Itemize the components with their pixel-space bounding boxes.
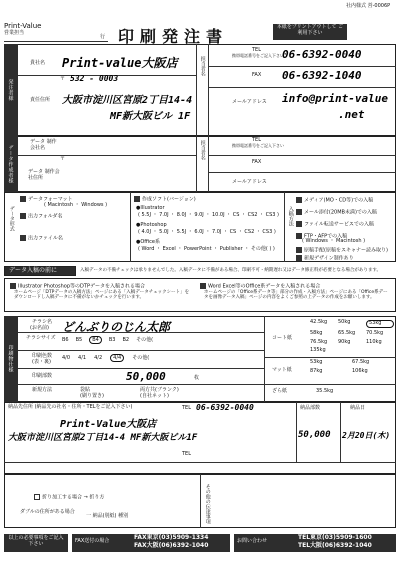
size-option-5[interactable]: その他(: [136, 337, 154, 343]
fold-label: 折り加工する場合 → 折り方: [34, 494, 104, 501]
mat-weight-2[interactable]: 87kg: [310, 367, 323, 374]
format-label: データフォーマット: [20, 196, 73, 203]
thin-label: ざら紙: [272, 388, 288, 394]
size-options[interactable]: [62, 338, 160, 344]
paper-weight-1[interactable]: 50kg: [338, 319, 351, 325]
input-media: メディア(MO・CD等)での入稿: [296, 197, 373, 204]
fax-value[interactable]: 06-6392-1040: [282, 69, 362, 82]
delivery-label: 新規方法: [32, 387, 53, 393]
illustrator-label: ●Illustrator: [136, 205, 165, 211]
ship-address-value[interactable]: 大阪市淀川区宮原2丁目14-4 MF新大阪ビル1F: [8, 433, 198, 443]
app-label: 作成ソフト(バージョン): [134, 196, 196, 203]
tel-value[interactable]: 06-6392-0040: [282, 48, 362, 61]
tel-label: TEL: [252, 47, 261, 53]
sales-office-label: 営業担当: [4, 30, 25, 36]
address-line-1[interactable]: 大阪市淀川区宮原2丁目14-4: [62, 95, 193, 106]
font-folder-label: 出力フォルダ名: [20, 213, 63, 220]
thin-weight[interactable]: 35.5kg: [316, 388, 334, 394]
office-desc: ホームページの「Office系データ等」部分の作成・入稿方法」ページにある「Office系データを画像データ入稿」ページの内容をよくご参照の上データの作成をお願いします。: [204, 290, 388, 301]
mail-value-1[interactable]: info@print-value: [282, 92, 388, 105]
ship-qty-label: 納品部数: [300, 405, 321, 411]
color-note: (表・裏): [32, 359, 51, 365]
notes-label: その他の伝達事項: [204, 484, 211, 524]
footer-fax-box: FAX送付の場合 FAX東京(03)5909-1334 FAX大阪(06)6392-1040: [72, 534, 230, 552]
delivery-option-1[interactable]: (刷り置き): [80, 393, 104, 399]
company-label: Print-Value: [4, 22, 42, 30]
paper-weight-8[interactable]: 110kg: [366, 338, 382, 345]
order-section-label: 印刷物仕様: [4, 316, 18, 402]
ship-qty-value[interactable]: 50,000: [298, 430, 331, 440]
maker-fax-label: FAX: [252, 159, 262, 165]
size-label: チラシサイズ: [26, 335, 56, 341]
maker-address-label: データ 制作会社住所: [28, 169, 60, 181]
color-option-1[interactable]: 4/1: [78, 355, 87, 361]
address-line-2[interactable]: MF新大阪ビル 1F: [110, 111, 191, 122]
maker-tel-note: 携帯電話番号をご記入下さい: [232, 143, 284, 148]
ship-tel2-label: TEL: [182, 451, 191, 457]
paper-weight-6[interactable]: 76.5kg: [310, 338, 328, 345]
office-versions[interactable]: ( Word ・ Excel ・ PowerPoint ・ Publisher ・ その他( ) ): [138, 246, 275, 252]
qty-label: 印刷部数: [32, 373, 53, 379]
paper-weight-7[interactable]: 90kg: [338, 338, 351, 345]
paper-weight-5[interactable]: 70.5kg: [366, 329, 384, 336]
person-name-label: 担当者名: [199, 56, 206, 76]
maker-tel-label: TEL: [252, 137, 261, 143]
ship-option[interactable]: 一 納品(別紙) 種別: [86, 513, 129, 519]
paper-weight-9[interactable]: 135kg: [310, 347, 326, 354]
maker-person-label: 担当者名: [199, 140, 206, 160]
ship-date-label: 納品日: [350, 405, 366, 411]
ship-name-value[interactable]: Print-Value大阪店: [60, 419, 157, 430]
format-values[interactable]: ( Macintosh ・ Windows ): [44, 202, 108, 208]
ship-tel-label: TEL: [182, 405, 191, 411]
ship-date-value[interactable]: 2月20日(木): [342, 431, 391, 440]
notes-banner: データ入稿の前に: [4, 266, 76, 276]
size-option-4[interactable]: B2: [122, 337, 130, 343]
shipping-label: 納品先住所 (納品先の社名・住所・TELをご記入下さい): [8, 404, 133, 410]
maker-mail-label: メールアドレス: [232, 179, 267, 185]
size-option-1[interactable]: B5: [75, 337, 83, 343]
size-option-0[interactable]: B6: [62, 337, 69, 343]
data-maker-section-label: データ作成者様: [4, 136, 18, 192]
form-number: 社内様式 営-0006P: [346, 3, 391, 9]
office-label: ●Office系: [136, 239, 160, 245]
ship-tel-value[interactable]: 06-6392-0040: [196, 403, 254, 412]
paper-weight-3[interactable]: 58kg: [310, 329, 323, 336]
fax-label: FAX: [252, 72, 262, 78]
zip-value[interactable]: 532 - 0003: [70, 74, 119, 83]
qty-unit: 枚: [194, 375, 200, 381]
delivery-option-2[interactable]: (自社ネット): [140, 393, 169, 399]
mat-weight-0[interactable]: 53kg: [310, 359, 323, 365]
company-name-label: 貴社名: [30, 60, 46, 66]
input-file-service: ファイル転送サービスでの入稿: [296, 221, 374, 228]
paper-weight-2[interactable]: 53kg: [366, 320, 394, 328]
pickup-label: 袋貼: [80, 387, 91, 393]
color-option-2[interactable]: 4/2: [94, 355, 103, 361]
address-label: 責任住所: [30, 97, 51, 103]
sales-office-suffix: 行: [100, 34, 106, 40]
ship-label: ダブルの住所がある場合: [20, 509, 75, 515]
input-scan: 原稿手配(原稿をスキャナー読み取り): [296, 247, 388, 254]
maker-zip-prefix: 〒: [60, 156, 66, 162]
paper-weights[interactable]: [310, 320, 394, 354]
illustrator-desc: ホームページ「DTPデータの入稿方法」ページにある「入稿データチェックシート」をダウンロードし入稿データに不備がないかチェックを行います。: [14, 290, 190, 301]
color-option-3[interactable]: 4/4: [110, 354, 124, 362]
company-name-value[interactable]: Print-value大阪店: [62, 56, 178, 70]
mat-weight-1[interactable]: 67.5kg: [352, 359, 370, 365]
color-options[interactable]: [62, 356, 157, 362]
mat-weight-3[interactable]: 106kg: [352, 367, 368, 374]
input-mail: メール添付(20MB未満)での入稿: [296, 209, 377, 216]
print-notice: 本紙をプリントアウトして ご利用下さい: [273, 24, 347, 40]
illustrator-versions[interactable]: ( 5.5J ・ 7.0J ・ 8.0J ・ 9.0J ・ 10.0J ・ CS ・ CS2 ・ CS3 ): [138, 212, 280, 218]
paper-weight-0[interactable]: 42.5kg: [310, 319, 328, 325]
color-label: 印刷色数: [32, 353, 53, 359]
tel-note: 携帯電話番号をご記入下さい: [232, 53, 284, 58]
mail-label: メールアドレス: [232, 99, 267, 105]
maker-name-label: データ 制作会社名: [30, 139, 57, 151]
input-method-label: 入稿方法: [287, 206, 294, 226]
office-note: Word Excel等のOffice系データを入稿される場合: [200, 283, 320, 290]
mat-weights[interactable]: [310, 360, 394, 375]
mail-value-2[interactable]: .net: [338, 108, 365, 121]
color-option-4[interactable]: その他(: [132, 355, 150, 361]
data-format-side-label: データ形式: [8, 206, 15, 231]
notes-banner-text: 入稿データの不備チェックは承りませんでした。入稿データに不備がある場合、印刷不可・納期遅れ又はデータ修正料が必要となる場合があります。: [80, 268, 381, 273]
other-option[interactable]: 両方共(ブランク): [140, 387, 179, 393]
title-label: チラシ名: [32, 319, 53, 325]
zip-prefix: 〒: [60, 76, 66, 82]
title-note: (お名前): [30, 325, 49, 331]
input-ftp: FTP・AFPでの入稿: [296, 233, 347, 240]
mat-label: マット紙: [272, 367, 292, 373]
paper-weight-4[interactable]: 65.5kg: [338, 329, 356, 336]
size-option-2[interactable]: B4: [89, 336, 102, 344]
color-option-0[interactable]: 4/0: [62, 355, 71, 361]
ftp-values[interactable]: ( Windows ・ Macintosh ): [302, 238, 366, 244]
title-value[interactable]: どんぶりのじん太郎: [62, 320, 171, 334]
illustrator-note: Illustrator Photoshop等のDTPデータを入稿される場合: [10, 283, 145, 290]
footer-left-label: 以上の必要事項をご記入下さい: [4, 534, 68, 552]
paper-label: コート紙: [272, 335, 293, 341]
photoshop-label: ●Photoshop: [136, 222, 167, 228]
size-option-3[interactable]: B3: [108, 337, 116, 343]
qty-value[interactable]: 50,000: [126, 370, 166, 383]
photoshop-versions[interactable]: ( 4.0J ・ 5.0J ・ 5.5J ・ 6.0J ・ 7.0J ・ CS ・ CS2 ・ CS3 ): [138, 229, 276, 235]
footer-contact-box: お問い合わせ TEL東京(03)5909-1600 TEL大阪(06)6392-1040: [234, 534, 396, 552]
form-title: 印刷発注書: [118, 27, 229, 46]
input-design: 新規デザイン制作あり: [296, 255, 354, 262]
file-name-label: 出力ファイル名: [20, 235, 63, 242]
customer-section-label: 発注者様: [4, 44, 18, 136]
